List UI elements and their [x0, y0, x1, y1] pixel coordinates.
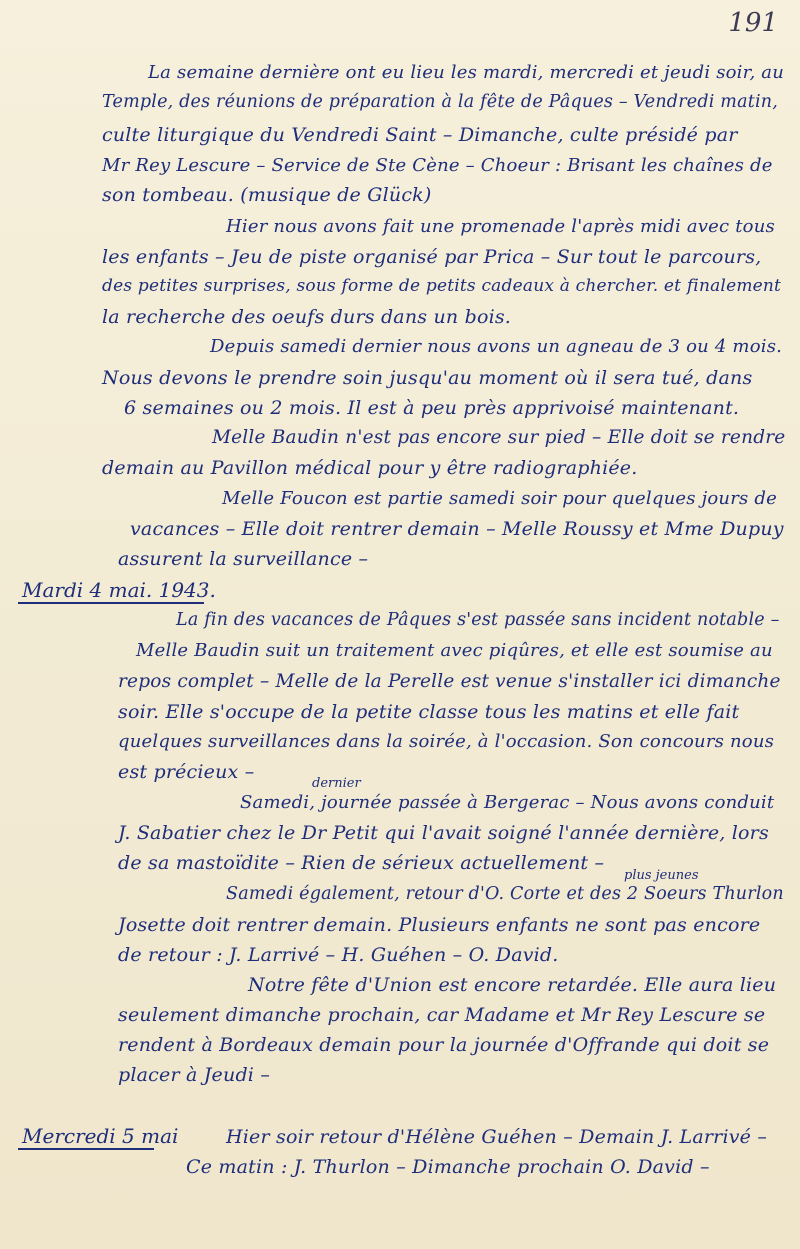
text-line: Hier soir retour d'Hélène Guéhen – Demain J. Larrivé –: [226, 1126, 768, 1148]
text-line: Melle Baudin suit un traitement avec piqûres, et elle est soumise au: [136, 640, 773, 661]
text-line: placer à Jeudi –: [118, 1064, 271, 1086]
text-line: Nous devons le prendre soin jusqu'au moment où il sera tué, dans: [102, 367, 753, 389]
text-line: La semaine dernière ont eu lieu les mardi, mercredi et jeudi soir, au: [148, 62, 785, 83]
text-line: culte liturgique du Vendredi Saint – Dimanche, culte présidé par: [102, 124, 738, 146]
text-line: de retour : J. Larrivé – H. Guéhen – O. David.: [118, 944, 559, 966]
interlinear-insertion: dernier: [312, 776, 361, 791]
text-line: Melle Foucon est partie samedi soir pour quelques jours de: [222, 488, 777, 509]
text-line: Samedi, journée passée à Bergerac – Nous avons conduit: [240, 792, 775, 813]
text-line: des petites surprises, sous forme de petits cadeaux à chercher. et finalement: [102, 276, 782, 296]
text-line: Mr Rey Lescure – Service de Ste Cène – Choeur : Brisant les chaînes de: [102, 155, 773, 176]
date-underline: [18, 602, 204, 604]
text-line: Depuis samedi dernier nous avons un agneau de 3 ou 4 mois.: [210, 336, 783, 357]
date-underline: [18, 1148, 154, 1150]
text-line: Samedi également, retour d'O. Corte et des 2 Soeurs Thurlon: [226, 884, 784, 904]
text-line: Melle Baudin n'est pas encore sur pied – Elle doit se rendre: [212, 427, 786, 448]
text-line: soir. Elle s'occupe de la petite classe tous les matins et elle fait: [118, 701, 740, 723]
text-line: J. Sabatier chez le Dr Petit qui l'avait soigné l'année dernière, lors: [118, 822, 769, 844]
text-line: La fin des vacances de Pâques s'est passée sans incident notable –: [176, 610, 780, 630]
text-line: Notre fête d'Union est encore retardée. Elle aura lieu: [248, 974, 777, 996]
text-line: assurent la surveillance –: [118, 548, 369, 570]
text-line: Ce matin : J. Thurlon – Dimanche prochain O. David –: [186, 1156, 710, 1178]
text-line: la recherche des oeufs durs dans un bois.: [102, 306, 512, 328]
page-number: 191: [728, 8, 778, 38]
text-line: Josette doit rentrer demain. Plusieurs enfants ne sont pas encore: [118, 914, 761, 936]
interlinear-insertion: plus jeunes: [624, 868, 699, 883]
text-line: 6 semaines ou 2 mois. Il est à peu près apprivoisé maintenant.: [124, 397, 740, 419]
text-line: est précieux –: [118, 761, 255, 783]
entry-date: Mercredi 5 mai: [22, 1124, 179, 1148]
text-line: Temple, des réunions de préparation à la fête de Pâques – Vendredi matin,: [102, 92, 778, 112]
text-line: vacances – Elle doit rentrer demain – Melle Roussy et Mme Dupuy: [130, 518, 784, 540]
text-line: repos complet – Melle de la Perelle est venue s'installer ici dimanche: [118, 671, 781, 692]
entry-date: Mardi 4 mai. 1943.: [22, 578, 216, 602]
text-line: les enfants – Jeu de piste organisé par Prica – Sur tout le parcours,: [102, 246, 762, 268]
text-line: Hier nous avons fait une promenade l'après midi avec tous: [226, 216, 775, 237]
text-line: demain au Pavillon médical pour y être radiographiée.: [102, 457, 638, 479]
text-line: rendent à Bordeaux demain pour la journée d'Offrande qui doit se: [118, 1034, 770, 1056]
text-line: seulement dimanche prochain, car Madame et Mr Rey Lescure se: [118, 1004, 766, 1026]
text-line: de sa mastoïdite – Rien de sérieux actuellement –: [118, 852, 605, 874]
text-line: son tombeau. (musique de Glück): [102, 184, 432, 206]
text-line: quelques surveillances dans la soirée, à l'occasion. Son concours nous: [118, 731, 775, 752]
